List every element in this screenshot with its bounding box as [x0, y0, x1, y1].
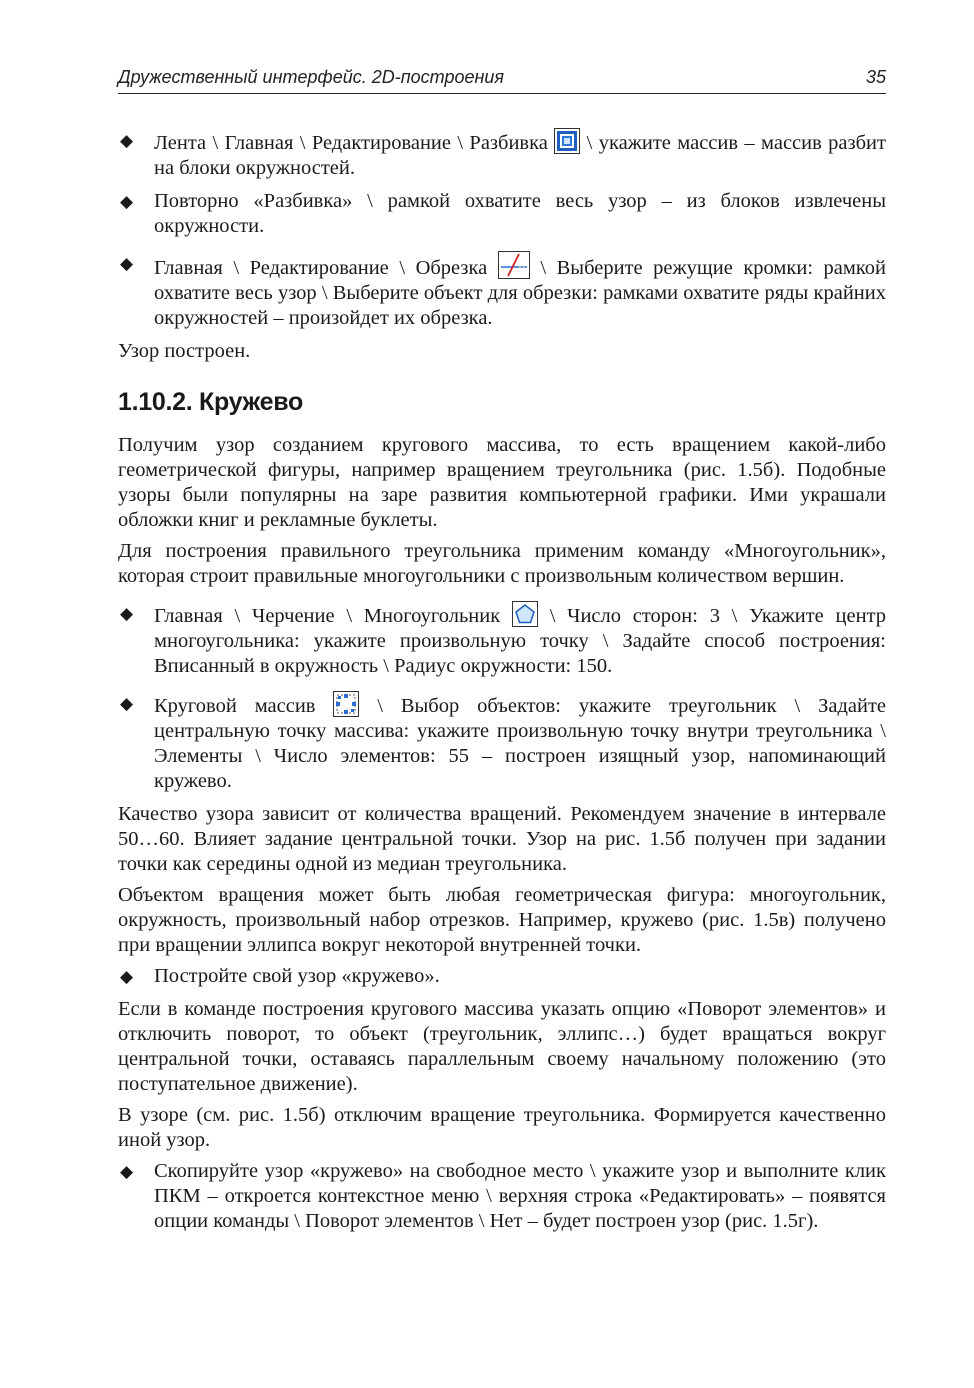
bullet-marker: ◆	[120, 604, 134, 623]
paragraph-intro: Получим узор созданием кругового массива, то есть вращением какой-либо геометрической фигуры, например вращением треугольника (рис. 1.5б). Подобные узоры были популярны на заре развития компьютерной графики. Ими украшали обложки книг и рекламные буклеты.	[118, 434, 886, 531]
bullet-text-cont: \ Число сторон: 3 \ Укажите центр многоугольника: укажите произвольную точку \ Задайте способ построения: Вписанный в окружность \ Радиус окружности: 150.	[154, 605, 887, 677]
bullet-marker: ◆	[120, 192, 134, 211]
paragraph-polygon: Для построения правильного треугольника применим команду «Многоугольник», которая строит правильные многоугольники с произвольным количеством вершин.	[118, 540, 886, 587]
bullet-text: Главная \ Черчение \ Многоугольник	[154, 605, 501, 627]
bullet-text-cont: \ укажите массив – массив разбит на блоки окружностей.	[154, 132, 886, 179]
bullet-build-pattern	[118, 964, 886, 989]
bullet-marker: ◆	[120, 131, 134, 150]
bullet-trim	[118, 251, 886, 331]
bullet-text: Лента \ Главная \ Редактирование \ Разбивка	[154, 132, 548, 154]
bullet-repeat-explode	[118, 189, 886, 239]
bullet-marker: ◆	[120, 254, 134, 273]
bullet-marker: ◆	[120, 694, 134, 713]
bullet-polar-array	[118, 691, 886, 794]
section-title: 1.10.2. Кружево	[118, 388, 303, 416]
paragraph-quality: Качество узора зависит от количества вращений. Рекомендуем значение в интервале 50…60. Влияет задание центральной точки. Узор на рис. 1.5б получен при задании точки как середины одной из медиан треугольника.	[118, 803, 886, 875]
running-header	[118, 60, 886, 94]
paragraph-disable-rotation: В узоре (см. рис. 1.5б) отключим вращение треугольника. Формируется качественно иной узор.	[118, 1104, 886, 1151]
bullet-explode	[118, 128, 886, 181]
polygon-icon	[512, 601, 538, 627]
bullet-text: Постройте свой узор «кружево».	[154, 965, 440, 987]
polar-array-icon	[333, 691, 359, 717]
bullet-polygon	[118, 601, 886, 679]
bullet-marker: ◆	[120, 1162, 134, 1181]
header-title: Дружественный интерфейс. 2D-построения	[118, 67, 505, 87]
bullet-text: Круговой массив	[154, 695, 316, 717]
paragraph-done: Узор построен.	[118, 340, 251, 362]
bullet-copy-pattern	[118, 1159, 886, 1234]
bullet-marker: ◆	[120, 967, 134, 986]
explode-icon	[554, 128, 580, 154]
bullet-text: Скопируйте узор «кружево» на свободное место \ укажите узор и выполните клик ПКМ – откроется контекстное меню \ верхняя строка «Редактировать» – появятся опции команды \ Поворот элементов \ Нет – будет построен узор (рис. 1.5г).	[154, 1160, 886, 1232]
page	[118, 60, 886, 1242]
bullet-text: Повторно «Разбивка» \ рамкой охватите весь узор – из блоков извлечены окружности.	[154, 190, 886, 237]
bullet-text-cont: \ Выбор объектов: укажите треугольник \ Задайте центральную точку массива: укажите произвольную точку внутри треугольника \ Элементы \ Число элементов: 55 – построен изящный узор, напоминающий кружево.	[154, 695, 887, 792]
trim-icon	[498, 251, 530, 279]
paragraph-rotate-option: Если в команде построения кругового массива указать опцию «Поворот элементов» и отключить поворот, то объект (треугольник, эллипс…) будет вращаться вокруг центральной точки, оставаясь параллельным своему начальному положению (это поступательное движение).	[118, 998, 886, 1095]
page-number: 35	[865, 67, 886, 87]
bullet-text-cont: \ Выберите режущие кромки: рамкой охватите весь узор \ Выберите объект для обрезки: рамками охватите ряды крайних окружностей – произойдет их обрезка.	[154, 257, 887, 329]
bullet-text: Главная \ Редактирование \ Обрезка	[154, 257, 488, 279]
paragraph-rotation-object: Объектом вращения может быть любая геометрическая фигура: многоугольник, окружность, произвольный набор отрезков. Например, кружево (рис. 1.5в) получено при вращении эллипса вокруг некоторой внутренней точки.	[118, 884, 886, 956]
